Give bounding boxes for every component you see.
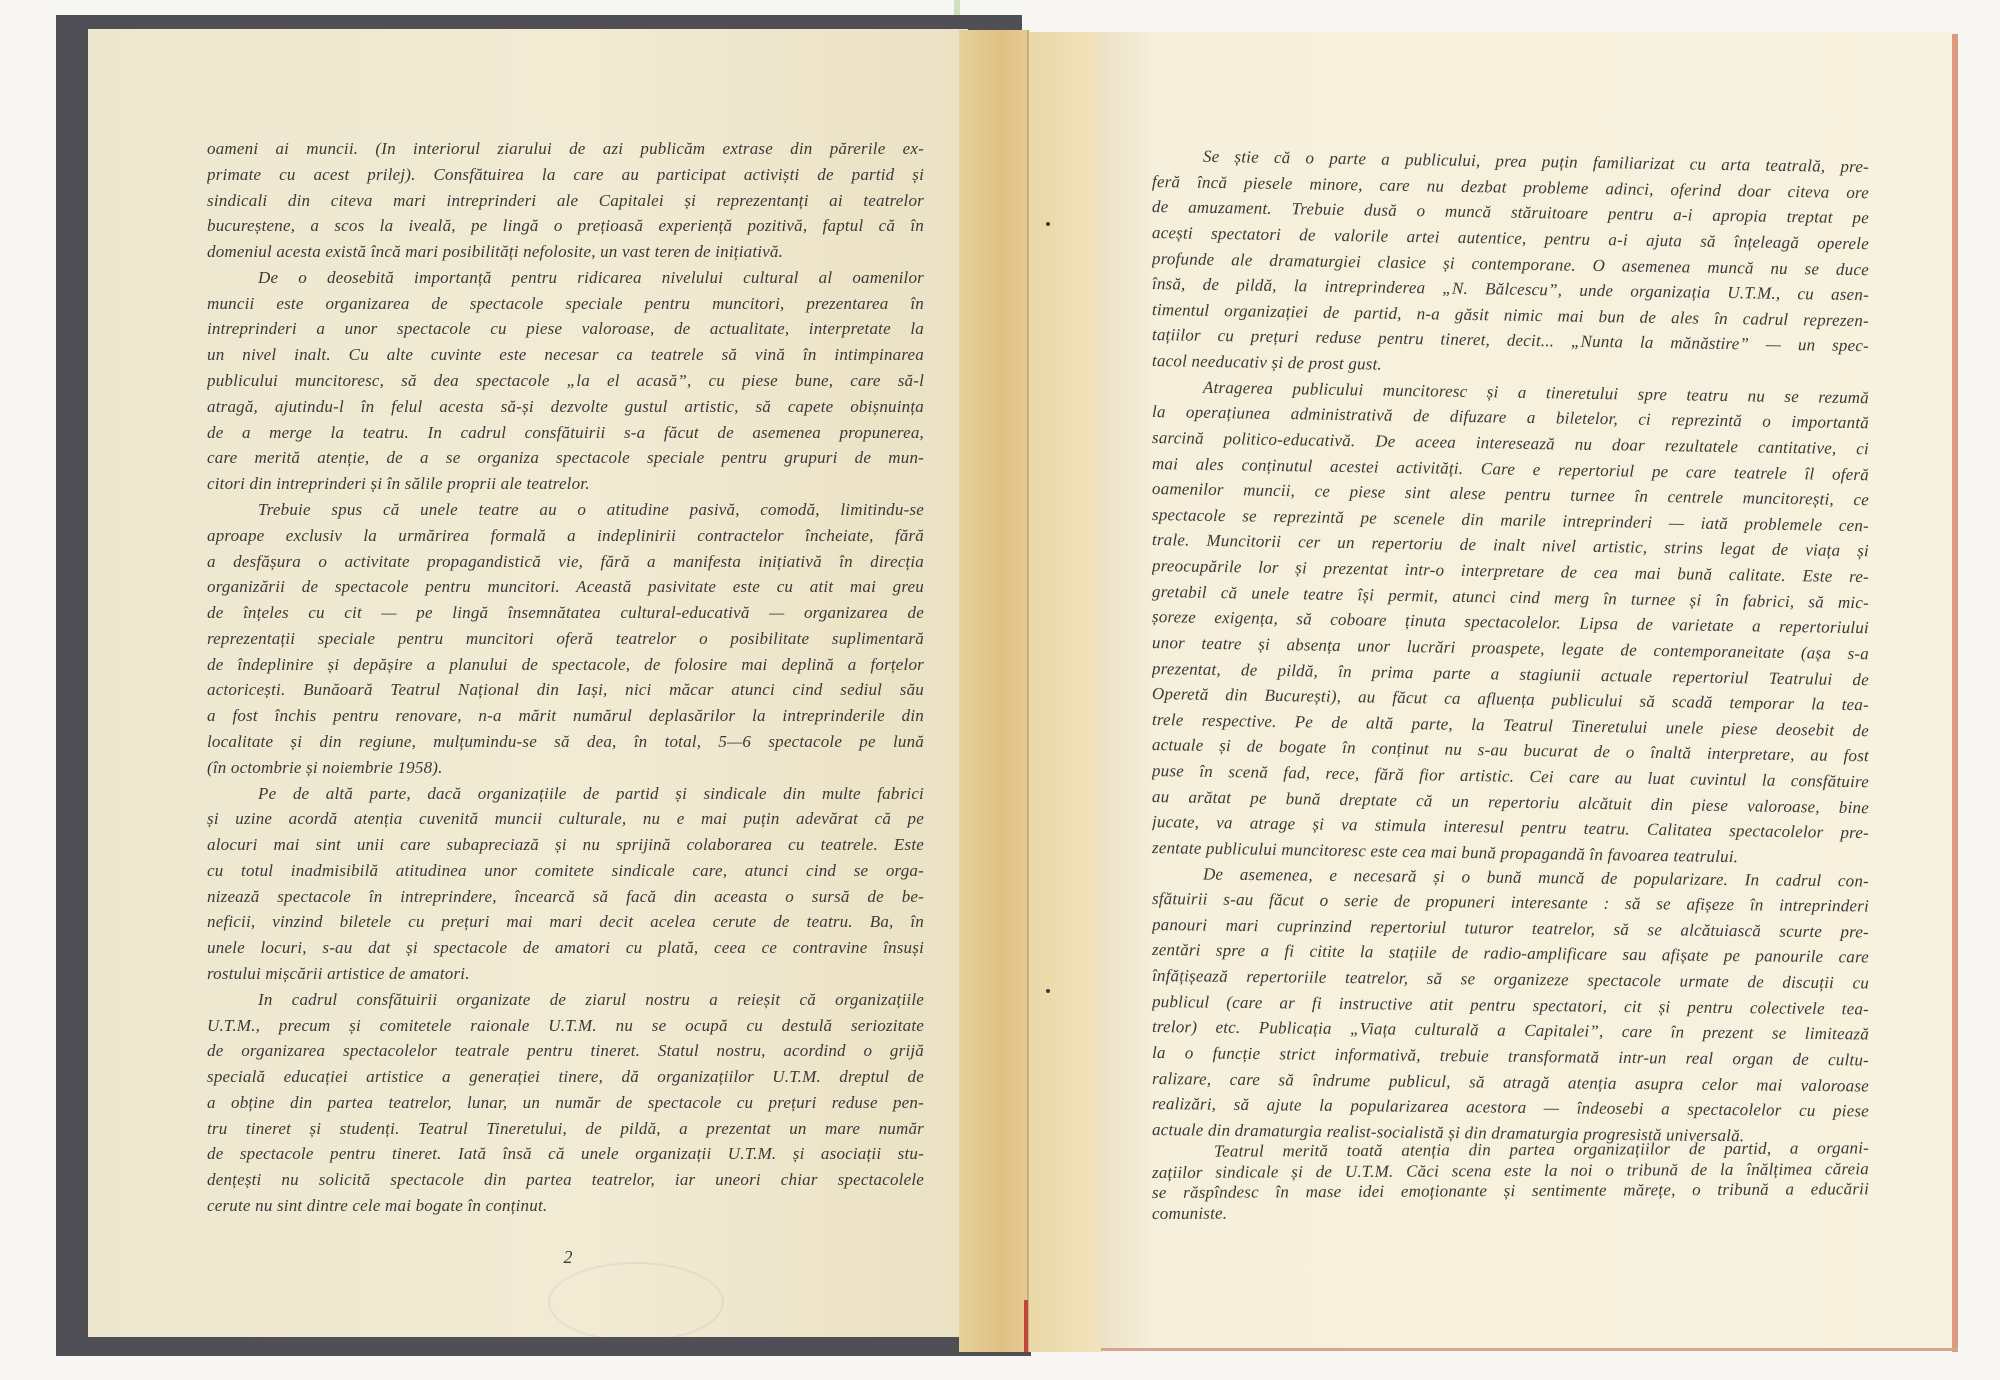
paragraph: [1152, 861, 1869, 1143]
text-line: realizări, să ajute la popularizarea acestora — îndeosebi a spectacolelor cu piese: [1151, 1094, 1870, 1121]
text-line: feră încă piesele minore, care nu dezbat probleme adinci, oferind doar citeva ore: [1151, 171, 1870, 202]
text-line: neficii, vinzind biletele cu prețuri mai mari decit acelea cerute de teatru. Ba, în: [207, 912, 924, 932]
text-line: In cadrul consfătuirii organizate de ziarul nostru a reieșit că organizațiile: [258, 989, 924, 1009]
text-line: De o deosebită importanță pentru ridicarea nivelului cultural al oamenilor: [258, 267, 924, 287]
text-line: prezentat, de pildă, în prima parte a stagiunii actuale repertoriul Teatrului de: [1151, 658, 1870, 689]
book-cover-left-edge: [56, 15, 90, 1356]
text-line: organizării de spectacole pentru muncitori. Această pasivitate este cu atit mai greu: [207, 577, 924, 597]
text-line: la operațiunea administrativă de difuzare a biletelor, ci reprezintă o importantă: [1151, 402, 1870, 433]
text-line: intreprinderi a unor spectacole cu piese valoroase, de actualitate, interpretate la: [207, 319, 924, 339]
text-line: cerute nu sint dintre cele mai bogate în conținut.: [207, 1196, 548, 1216]
book-cover-bottom-edge: [56, 1336, 1031, 1356]
text-line: panouri mari cuprinzind repertoriul tuturor teatrelor, să se alcătuiască scurte pre-: [1151, 914, 1870, 942]
paragraph: [207, 265, 924, 497]
text-line: șoreze exigența, să coboare ținuta spectacolelor. Lipsa de varietate a repertoriului: [1151, 607, 1870, 638]
punch-dot: [1046, 222, 1050, 226]
punch-dot: [1046, 989, 1050, 993]
text-line: reprezentații speciale pentru muncitori oferă teatrelor o posibilitate suplimentară: [207, 628, 924, 648]
text-line: de amuzament. Trebuie dusă o muncă stăruitoare pentru a-i apropia treptat pe: [1151, 197, 1870, 228]
text-line: preocupările lor și prezentat intr-o interpretare de cea mai bună calitate. Este re-: [1151, 556, 1870, 587]
right-page: [1101, 32, 1952, 1349]
text-line: bucureștene, a scos la iveală, pe lingă o prețioasă experiență pozitivă, faptul că în: [207, 216, 924, 236]
text-line: profunde ale dramaturgiei clasice și contemporane. O asemenea muncă nu se duce: [1151, 248, 1870, 279]
paragraph: [207, 136, 924, 265]
text-line: a desfășura o activitate propagandistică vie, fără a manifesta inițiativă în direcția: [207, 551, 924, 571]
text-line: zentări spre a fi citite la stațiile de radio-amplificare sau afișate pe panourile care: [1151, 940, 1870, 967]
text-line: gretabil că unele teatre își permit, atunci cind merg în turnee și în fabrici, să mic-: [1151, 581, 1870, 612]
text-line: tru tineret și studenți. Teatrul Tineretului, de pildă, a prezentat un mare număr: [207, 1118, 924, 1138]
text-line: muncii este organizarea de spectacole speciale pentru muncitori, prezentarea în: [207, 293, 924, 313]
text-line: unele locuri, s-au dat și spectacole de amatori cu plată, ceea ce contravine însuși: [207, 938, 924, 958]
text-line: Trebuie spus că unele teatre au o atitudine pasivă, comodă, limitindu-se: [258, 499, 924, 519]
text-line: sindicali din citeva mari intreprinderi ale Capitalei și reprezentanți ai teatrelor: [207, 190, 924, 210]
text-line: puse în scenă fad, rece, fără fior artistic. Cei care au luat cuvintul la consfătuire: [1151, 761, 1870, 792]
text-line: publicului muncitoresc, să dea spectacole „la el acasă”, cu piese bune, care să-l: [207, 371, 924, 391]
text-line: au arătat pe bună dreptate că un repertoriu alcătuit din piese valoroase, bine: [1151, 786, 1870, 817]
text-line: trelor) etc. Publicația „Viața culturală a Capitalei”, care în prezent se limitează: [1151, 1017, 1870, 1044]
text-line: la o funcție strict informativă, trebuie transformată intr-un real organ de cultu-: [1151, 1042, 1870, 1070]
text-line: un nivel inalt. Cu alte cuvinte este necesar ca teatrele să vină în intimpinarea: [207, 345, 924, 365]
paragraph: [1152, 143, 1869, 374]
paragraph: [1151, 1138, 1870, 1224]
text-line: acești spectatori de valorile artei autentice, pentru a-i ajuta să înțeleagă operele: [1151, 222, 1870, 254]
text-line: a obține din partea teatrelor, lunar, un număr de spectacole cu prețuri reduse pen-: [207, 1092, 924, 1112]
text-line: sfătuirii s-au făcut o serie de propuneri interesante : să se afișeze în intreprinderi: [1151, 889, 1870, 916]
text-line: aproape exclusiv la urmărirea formală a indeplinirii contractelor încheiate, fără: [207, 525, 924, 545]
text-line: jucate, va atrage și va stimula interesul pentru teatru. Calitatea spectacolelor pre-: [1151, 812, 1870, 843]
text-line: de înțeles cu cit — pe lingă însemnătatea cultural-educativă — organizarea de: [207, 603, 924, 623]
text-line: Se știe că o parte a publicului, prea puțin familiarizat cu arta teatrală, pre-: [1202, 146, 1870, 177]
text-line: (în octombrie și noiembrie 1958).: [207, 757, 443, 777]
text-line: însă, de pildă, la intreprinderea „N. Bălcescu”, unde organizația U.T.M., cu asen-: [1151, 274, 1870, 305]
text-line: De asemenea, e necesară și o bună muncă de popularizare. In cadrul con-: [1202, 864, 1870, 891]
text-line: publicul (care ar fi instructive atit pentru spectatori, cit și pentru colectivele tea-: [1151, 991, 1870, 1019]
text-line: localitate și din regiune, mulțumindu-se să dea, în total, 5—6 spectacole pe lună: [207, 731, 924, 751]
text-line: actuale și de bogate în conținut nu s-au bucurat de o înaltă interpretare, au fost: [1151, 735, 1870, 766]
text-line: de îndeplinire și depășire a planului de spectacole, de folosire mai deplină a forțelor: [207, 654, 924, 674]
gutter-fold-line: [1027, 30, 1029, 1352]
stamp-mark: [548, 1262, 724, 1342]
text-line: timentul organizației de partid, n-a găsit nimic mai bun de ales în cadrul reprezen-: [1151, 299, 1870, 331]
text-line: comuniste.: [1151, 1203, 1228, 1223]
text-line: de a merge la teatru. In cadrul consfătuirii s-a făcut de asemenea propunerea,: [207, 422, 924, 442]
text-line: Teatrul merită toată atenția din partea organizațiilor de partid, a organi-: [1213, 1138, 1870, 1162]
text-line: tațiilor cu prețuri reduse pentru tineret, decit... „Nunta la mănăstire” — un spec-: [1151, 325, 1870, 356]
page-number: 2: [563, 1247, 573, 1267]
text-line: zațiilor sindicale și de U.T.M. Căci scena este la noi o tribună de la înălțimea căreia: [1151, 1159, 1870, 1182]
text-line: spectacole se reprezintă pe scenele din marile intreprinderi — iată problemele cen-: [1151, 504, 1870, 536]
text-line: zentate publicului muncitoresc este cea mai bună propagandă în favoarea teatrului.: [1151, 837, 1739, 867]
right-page-bottom-edge: [1101, 1348, 1958, 1351]
gutter-tape-right: [1028, 32, 1102, 1352]
text-line: primate cu acest prilej). Consfătuirea la care au participat activiști de partid și: [207, 164, 924, 184]
right-page-text: [1152, 143, 1869, 1224]
text-line: actuale din dramaturgia realist-socialistă și din dramaturgia progresistă universală.: [1151, 1119, 1745, 1145]
text-line: Operetă din București), au făcut ca afluența publicului să scadă temporar la tea-: [1151, 684, 1870, 715]
text-line: Pe de altă parte, dacă organizațiile de partid și sindicale din multe fabrici: [258, 783, 924, 803]
paragraph: [207, 781, 924, 987]
text-line: tacol needucativ și de prost gust.: [1151, 351, 1383, 374]
paragraph: [1151, 374, 1870, 867]
text-line: ralizare, care să îndrume publicul, să atragă atenția asupra celor mai valoroase: [1151, 1068, 1870, 1096]
text-line: oamenilor muncii, ce piese sint alese pentru turnee în centrele muncitorești, ce: [1151, 479, 1870, 510]
gutter-red-mark: [1024, 1300, 1028, 1352]
text-line: se răspîndesc în mase idei emoționante și sentimente mărețe, o tribună a educării: [1151, 1179, 1870, 1203]
text-line: domeniul acesta există încă mari posibilități nefolosite, un vast teren de inițiativă.: [207, 242, 784, 262]
text-line: care merită atenție, de a se organiza spectacole speciale pentru grupuri de mun-: [207, 448, 924, 468]
gutter-tape-left: [959, 30, 1029, 1352]
text-line: nizează spectacole în intreprindere, încearcă să facă din aceasta o sursă de be-: [207, 886, 924, 906]
right-page-edge: [1952, 34, 1958, 1352]
text-line: actoricești. Bunăoară Teatrul Național din Iași, nici măcar atunci cind sediul său: [207, 680, 924, 700]
text-line: Atragerea publicului muncitoresc și a tineretului spre teatru nu se rezumă: [1202, 377, 1870, 407]
text-line: de organizarea spectacolelor teatrale pentru tineret. Statul nostru, acordind o grijă: [207, 1041, 924, 1061]
text-line: rostului mișcării artistice de amatori.: [207, 964, 470, 983]
text-line: trale. Muncitorii cer un repertoriu de inalt nivel artistic, strins legat de viața și: [1151, 530, 1870, 561]
text-line: U.T.M., precum și comitetele raionale U.T.M. nu se ocupă cu destulă seriozitate: [207, 1015, 924, 1035]
text-line: citori din intreprinderi și în sălile proprii ale teatrelor.: [207, 474, 590, 494]
text-line: oameni ai muncii. (In interiorul ziarului de azi publicăm extrase din părerile ex-: [207, 139, 924, 158]
left-page: [88, 29, 968, 1337]
paragraph: [207, 987, 924, 1219]
text-line: mai ales conținutul acestei activități. Care e repertoriul pe care teatrele îl oferă: [1151, 453, 1870, 484]
text-line: specială educației artistice a generației tinere, dă organizațiilor U.T.M. dreptul de: [207, 1067, 924, 1087]
text-line: atragă, ajutindu-l în felul acesta să-și dezvolte gustul artistic, să capete obișnuința: [207, 396, 924, 416]
text-line: sarcină politico-educativă. De aceea interesează nu doar rezultatele cantitative, ci: [1151, 427, 1870, 459]
text-line: unor teatre și absența unor lucrări proaspete, legate de contemporaneitate (așa s-a: [1151, 632, 1870, 664]
text-line: trele respective. Pe de altă parte, la Teatrul Tineretului unele piese deosebit de: [1151, 709, 1870, 741]
text-line: de spectacole pentru tineret. Iată însă că unele organizații U.T.M. și asociații stu-: [207, 1144, 924, 1164]
text-line: dențești nu solicită spectacole din partea teatrelor, iar uneori chiar spectacolele: [207, 1170, 924, 1190]
paragraph: [207, 497, 924, 781]
text-line: a fost închis pentru renovare, n-a mărit numărul deplasărilor la intreprinderile din: [207, 706, 924, 726]
text-line: alocuri mai sint unii care subapreciază și nu sprijină colaborarea cu teatrele. Este: [207, 835, 924, 855]
text-line: și uzine acordă atenția cuvenită muncii culturale, nu e mai puțin adevărat că pe: [207, 809, 924, 829]
left-page-text: [207, 136, 924, 1219]
text-line: înfățișează repertoriile teatrelor, să se organizeze spectacole urmate de discuții cu: [1151, 966, 1870, 993]
text-line: cu totul inadmisibilă atitudinea unor comitete sindicale care, atunci cind se orga-: [207, 860, 924, 880]
